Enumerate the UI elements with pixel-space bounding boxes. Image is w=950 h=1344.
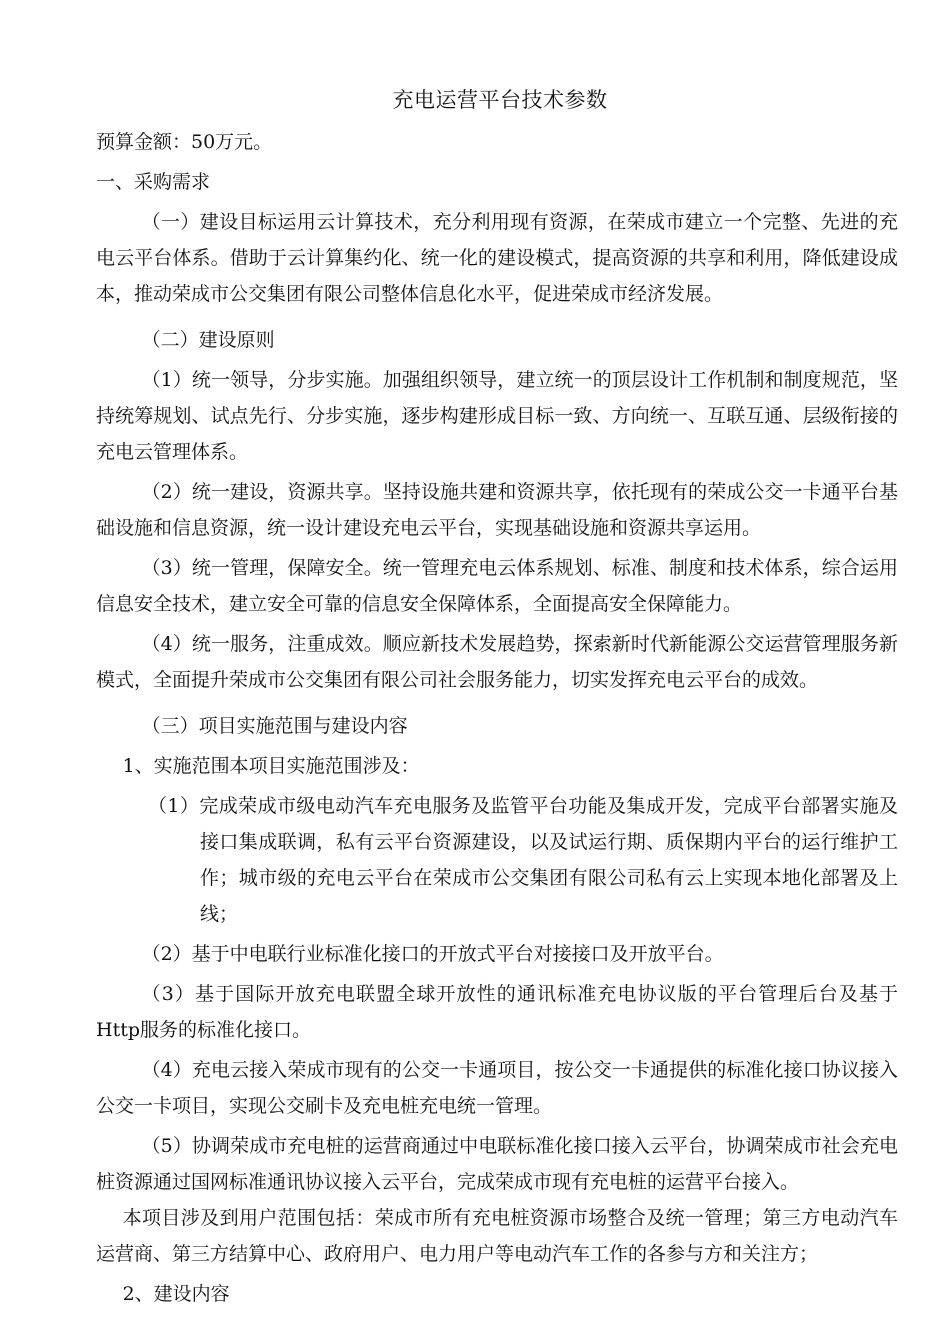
- subheading-principles: （二）建设原则: [141, 329, 275, 351]
- scope-item-5: （5）协调荣成市充电桩的运营商通过中电联标准化接口接入云平台，协调荣成市社会充电桩资源通过国网标准通讯协议接入云平台，完成荣成市现有充电桩的运营平台接入。: [96, 1135, 898, 1193]
- subheading-scope: （三）项目实施范围与建设内容: [141, 715, 408, 737]
- user-scope-paragraph: 本项目涉及到用户范围包括：荣成市所有充电桩资源市场整合及统一管理；第三方电动汽车运营商、第三方结算中心、政府用户、电力用户等电动汽车工作的各参与方和关注方；: [96, 1207, 898, 1265]
- budget-line: 预算金额：50万元。: [96, 131, 273, 153]
- principle-4: （4）统一服务，注重成效。顺应新技术发展趋势，探索新时代新能源公交运营管理服务新模式，全面提升荣成市公交集团有限公司社会服务能力，切实发挥充电云平台的成效。: [96, 633, 898, 691]
- section-heading-procurement: 一、采购需求: [96, 171, 211, 193]
- principle-3: （3）统一管理，保障安全。统一管理充电云体系规划、标准、制度和技术体系，综合运用信息安全技术，建立安全可靠的信息安全保障体系，全面提高安全保障能力。: [96, 557, 898, 615]
- scope-heading: 1、实施范围本项目实施范围涉及：: [122, 755, 420, 777]
- principle-2: （2）统一建设，资源共享。坚持设施共建和资源共享，依托现有的荣成公交一卡通平台基础设施和信息资源，统一设计建设充电云平台，实现基础设施和资源共享运用。: [96, 481, 898, 539]
- scope-item-3: （3）基于国际开放充电联盟全球开放性的通讯标准充电协议版的平台管理后台及基于Http服务的标准化接口。: [96, 983, 898, 1041]
- construction-content-heading: 2、建设内容: [122, 1283, 230, 1305]
- scope-item-4: （4）充电云接入荣成市现有的公交一卡通项目，按公交一卡通提供的标准化接口协议接入公交一卡项目，实现公交刷卡及充电桩充电统一管理。: [96, 1059, 898, 1117]
- scope-item-1: （1）完成荣成市级电动汽车充电服务及监管平台功能及集成开发，完成平台部署实施及接口集成联调，私有云平台资源建设，以及试运行期、质保期内平台的运行维护工作；城市级的充电云平台在荣成市公交集团有限公司私有云上实现本地化部署及上线；: [148, 795, 898, 925]
- scope-item-2: （2）基于中电联行业标准化接口的开放式平台对接接口及开放平台。: [141, 943, 724, 965]
- principle-1: （1）统一领导，分步实施。加强组织领导，建立统一的顶层设计工作机制和制度规范，坚持统筹规划、试点先行、分步实施，逐步构建形成目标一致、方向统一、互联互通、层级衔接的充电云管理体系。: [96, 369, 898, 463]
- document-title: 充电运营平台技术参数: [392, 88, 608, 112]
- paragraph-construction-goal: （一）建设目标运用云计算技术，充分利用现有资源，在荣成市建立一个完整、先进的充电云平台体系。借助于云计算集约化、统一化的建设模式，提高资源的共享和利用，降低建设成本，推动荣成市公交集团有限公司整体信息化水平，促进荣成市经济发展。: [96, 211, 898, 305]
